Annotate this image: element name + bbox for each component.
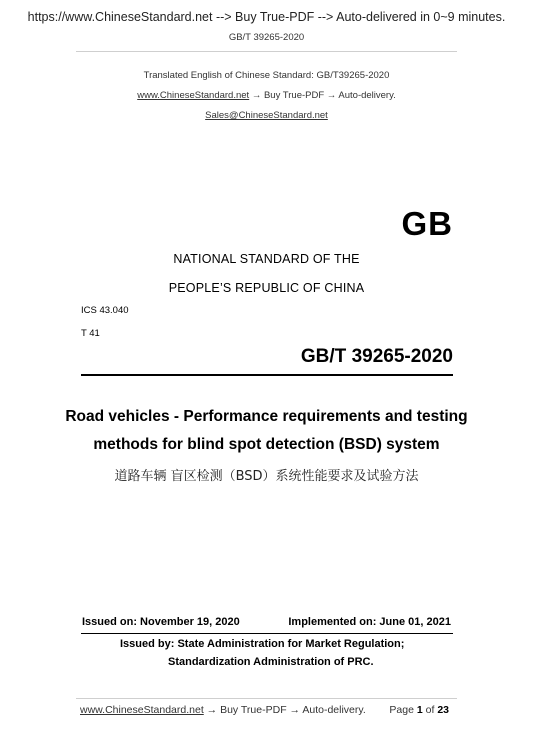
t-code: T 41 — [81, 328, 100, 339]
standard-number: GB/T 39265-2020 — [300, 346, 453, 367]
issue-date-rule — [81, 633, 453, 634]
title-english-line2: methods for blind spot detection (BSD) system — [93, 436, 440, 453]
top-banner[interactable]: https://www.ChineseStandard.net --> Buy True-PDF --> Auto-delivered in 0~9 minutes. — [27, 10, 506, 24]
footer-link-line — [80, 704, 366, 716]
buy-note: → Buy True-PDF → Auto-delivery. — [249, 90, 396, 101]
title-english-line1: Road vehicles - Performance requirements and testing — [65, 408, 468, 425]
sales-email-link[interactable]: Sales@ChineseStandard.net — [205, 110, 328, 121]
header-divider — [76, 51, 457, 52]
header-standard-code: GB/T 39265-2020 — [228, 32, 305, 43]
ics-code: ICS 43.040 — [81, 305, 129, 316]
issued-by-line1: Issued by: State Administration for Market Regulation; — [120, 638, 405, 650]
standard-number-rule — [81, 374, 453, 376]
footer-website-link[interactable]: www.ChineseStandard.net — [80, 704, 204, 716]
title-chinese: 道路车辆 盲区检测（BSD）系统性能要求及试验方法 — [114, 469, 419, 484]
issued-by-line2: Standardization Administration of PRC. — [168, 656, 374, 668]
national-standard-line2: PEOPLE’S REPUBLIC OF CHINA — [168, 281, 365, 295]
page-total: 23 — [437, 704, 449, 716]
footer-buy-note: → Buy True-PDF → Auto-delivery. — [203, 704, 366, 716]
issued-on-date: Issued on: November 19, 2020 — [82, 616, 240, 628]
translation-note: Translated English of Chinese Standard: GB/T39265-2020 — [143, 70, 390, 81]
page-indicator — [389, 704, 449, 716]
page-label: Page — [389, 704, 414, 716]
translation-link-line — [0, 90, 533, 101]
footer-divider — [76, 698, 457, 699]
implemented-on-date: Implemented on: June 01, 2021 — [288, 616, 451, 628]
page-of: of — [425, 704, 435, 716]
gb-mark: GB — [401, 205, 453, 242]
website-link[interactable]: www.ChineseStandard.net — [137, 90, 250, 101]
national-standard-line1: NATIONAL STANDARD OF THE — [173, 252, 360, 266]
page-current: 1 — [416, 704, 423, 716]
sales-email-line — [0, 110, 533, 121]
